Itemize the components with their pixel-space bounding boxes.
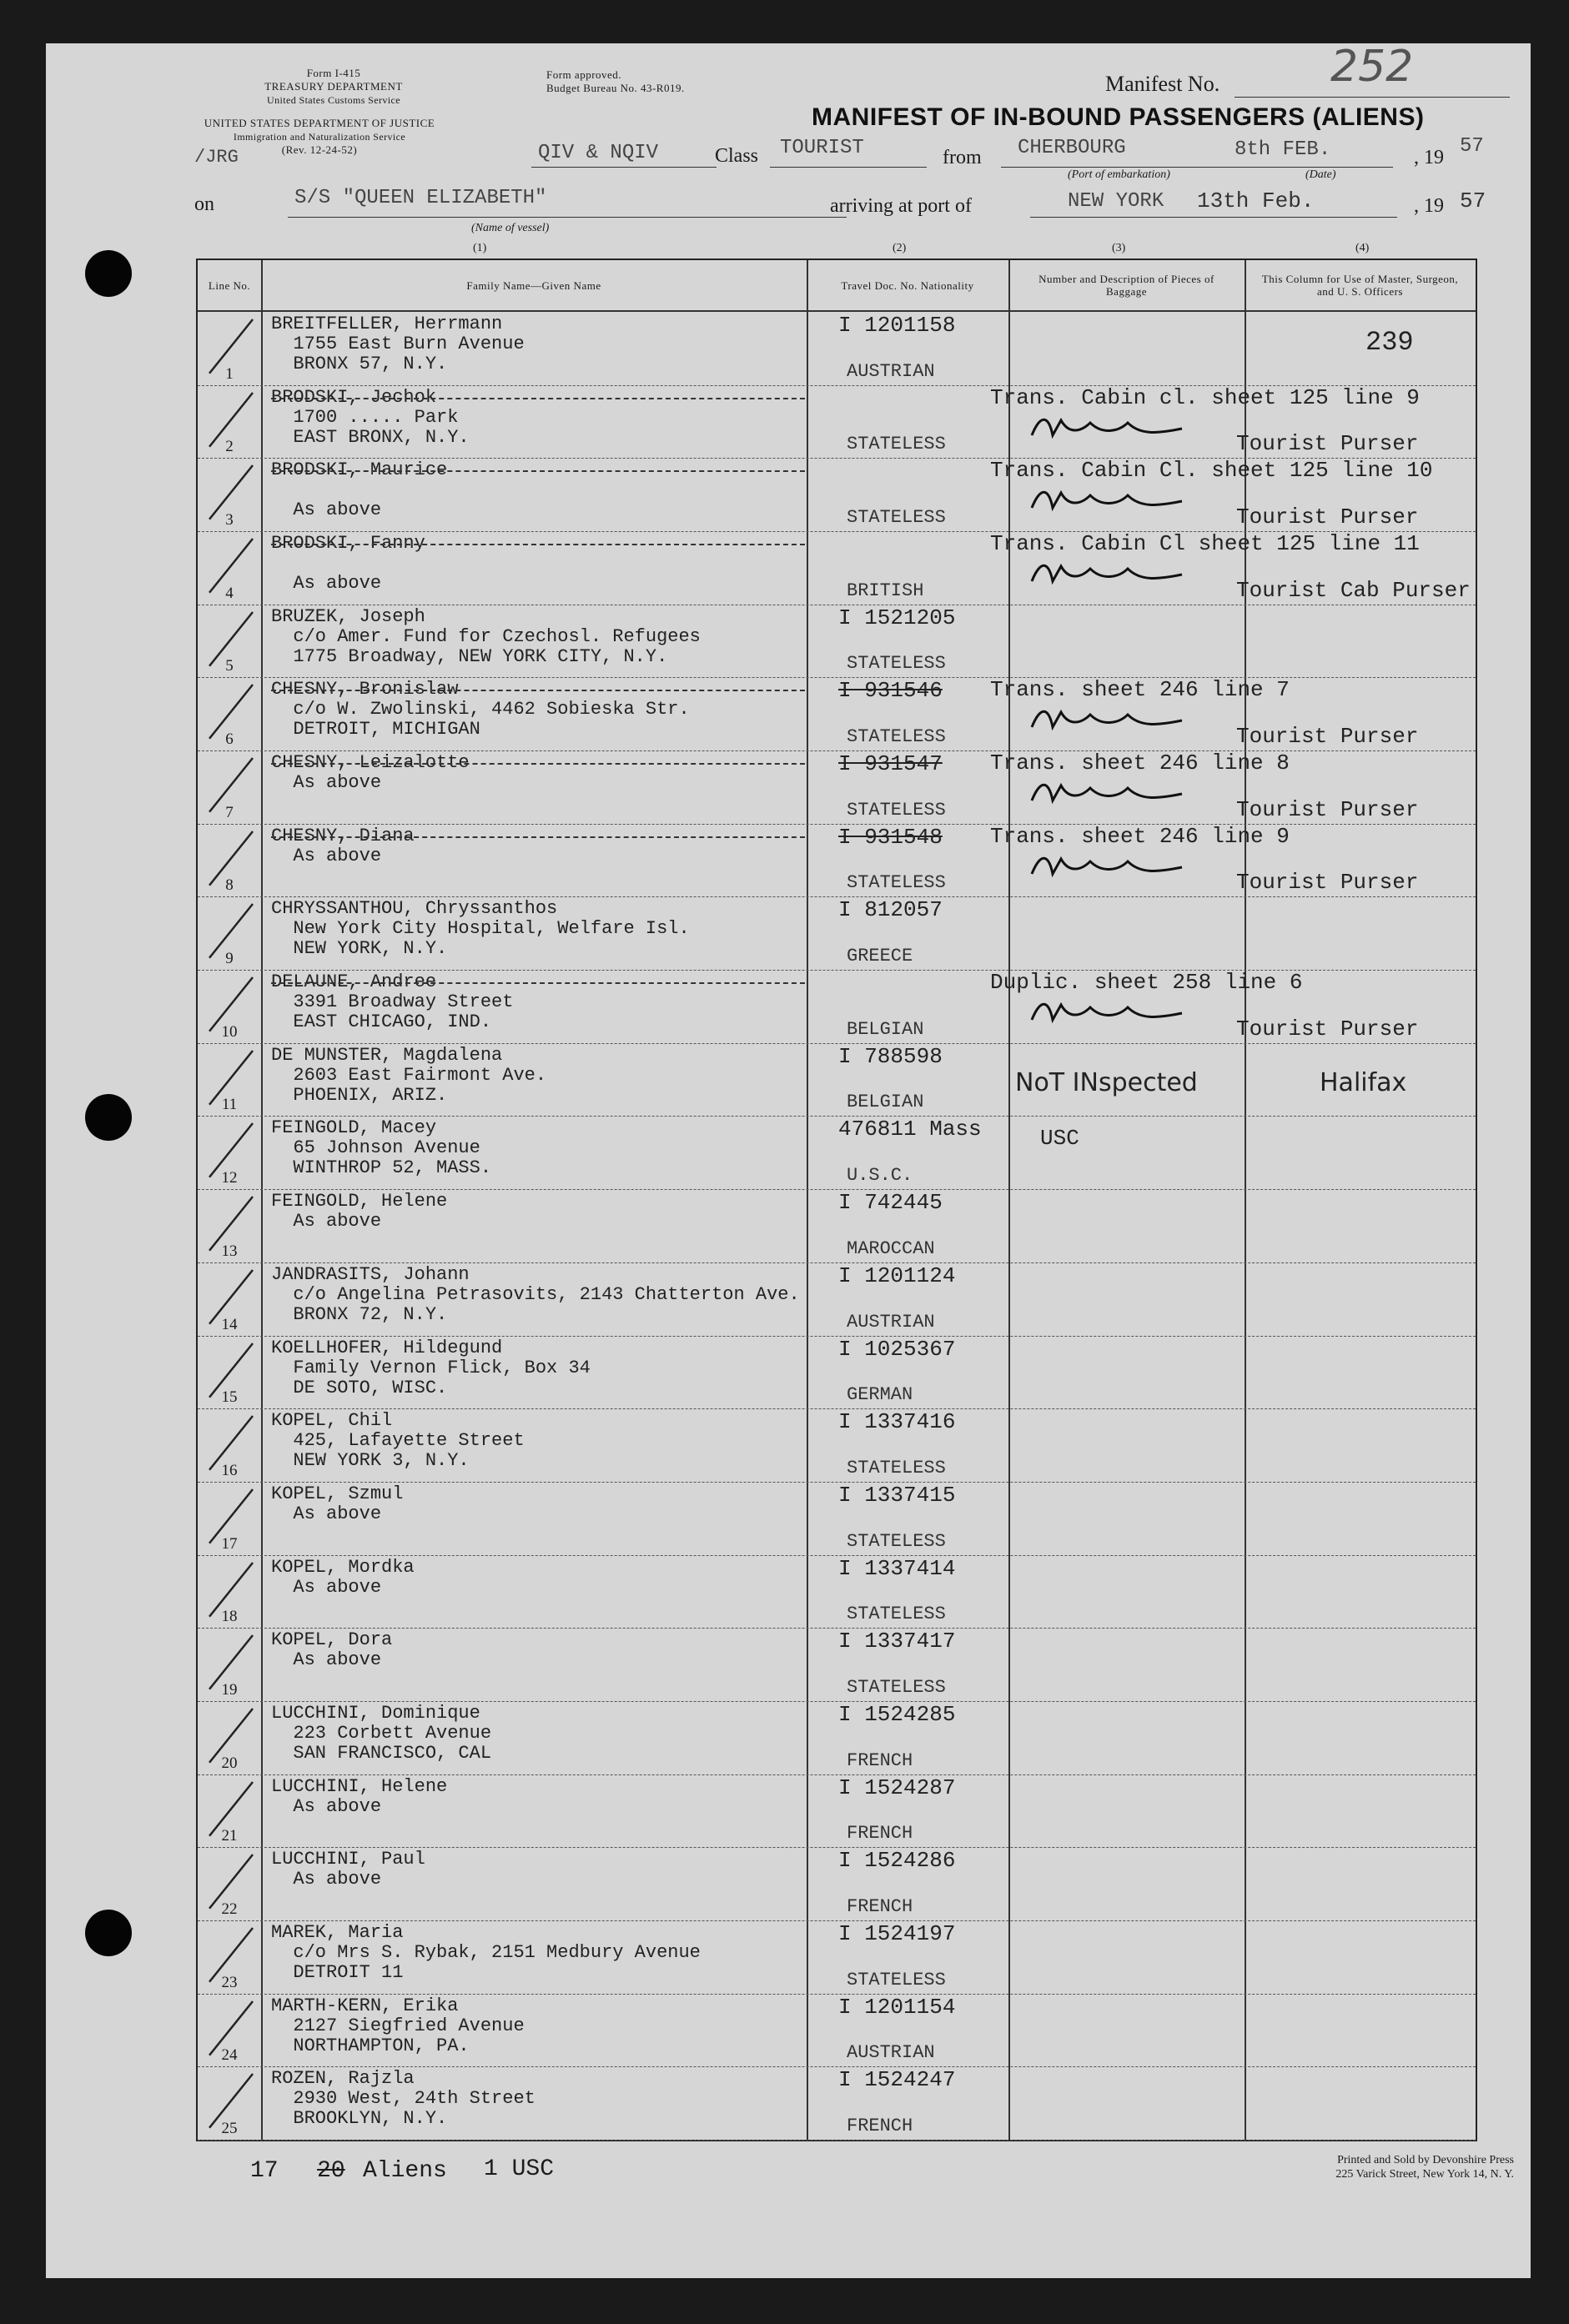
check-mark [203,680,258,747]
table-row [198,970,1476,1044]
check-mark [203,1997,258,2064]
vessel-caption: (Name of vessel) [471,222,550,234]
check-mark [203,1850,258,1917]
nationality: FRENCH [847,2115,913,2136]
baggage-note: NoT INspected [1015,1067,1198,1097]
table-row [198,312,1476,386]
nationality: FRENCH [847,1823,913,1845]
table-row [198,1994,1476,2068]
table-row [198,531,1476,605]
table-row [198,1336,1476,1410]
line-number: 10 [221,1022,238,1041]
table-row [198,1116,1476,1190]
line-number: 20 [221,1754,238,1772]
travel-doc-no: I 1524286 [838,1848,956,1874]
port-embark-caption: (Port of embarkation) [1068,168,1170,181]
baggage-note-purser: Halifax [1320,1067,1407,1097]
nationality: STATELESS [847,1676,946,1698]
travel-doc-no: I 1337416 [838,1409,956,1435]
line-number: 15 [221,1388,238,1407]
col-num-1: (1) [473,242,487,254]
page-title: MANIFEST OF IN-BOUND PASSENGERS (ALIENS) [812,103,1425,131]
travel-doc-no: I 1337417 [838,1629,956,1654]
punch-hole-bottom [85,1910,132,1956]
table-row [198,1189,1476,1263]
col-header-baggage: Number and Description of Pieces of Baggage [1038,273,1214,298]
table-row [198,824,1476,898]
passenger-name: FEINGOLD, Macey 65 Johnson Avenue WINTHROP 52, MASS. [271,1117,492,1179]
table-row [198,2066,1476,2141]
baggage-note: Trans. sheet 246 line 8 [990,750,1290,776]
officer-note: 239 [1365,327,1414,358]
punch-hole-middle [85,1094,132,1141]
baggage-note-purser: Tourist Cab Purser [1236,577,1471,603]
nationality: FRENCH [847,1749,913,1771]
check-mark [203,1631,258,1698]
check-mark [203,315,258,382]
strike-through-line [271,544,805,545]
table-row [198,677,1476,751]
nationality: BELGIAN [847,1092,924,1113]
travel-doc-no: I 788598 [838,1043,943,1069]
passenger-name: BRODSKI, Jechok 1700 ..... Park EAST BRONX, N.Y. [271,386,470,448]
printer-line-1: Printed and Sold by Devonshire Press [1337,2154,1514,2166]
footer-usc: 1 USC [484,2156,555,2182]
nationality: BRITISH [847,580,924,601]
line-number: 4 [225,584,234,602]
embarkation-date: 8th FEB. [1235,138,1331,161]
line-number: 16 [221,1461,238,1479]
travel-doc-no: I 1201158 [838,313,956,338]
baggage-note: Trans. sheet 246 line 7 [990,677,1290,703]
check-mark [203,1559,258,1625]
officer-signature [1023,556,1190,590]
nationality: STATELESS [847,799,946,821]
passenger-name: KOPEL, Chil 425, Lafayette Street NEW YORK 3, N.Y. [271,1410,525,1472]
col-header-doc: Travel Doc. No. Nationality [841,279,974,292]
check-mark [203,461,258,528]
check-mark [203,1266,258,1333]
passenger-name: MAREK, Maria c/o Mrs S. Rybak, 2151 Medbury Avenue DETROIT 11 [271,1921,701,1983]
nationality: GERMAN [847,1384,913,1406]
baggage-note-purser: Tourist Purser [1236,504,1419,530]
form-approval [546,68,685,95]
doj-title: UNITED STATES DEPARTMENT OF JUSTICE [204,117,435,129]
printer-imprint [1147,2153,1514,2181]
travel-doc-no: I 931547 [838,751,943,777]
nationality: AUSTRIAN [847,360,935,382]
line-number: 11 [221,1096,238,1114]
arriving-label: arriving at port of [830,195,972,217]
form-number: Form I-415 [306,67,361,79]
nationality: FRENCH [847,1895,913,1917]
table-row [198,1555,1476,1629]
nationality: STATELESS [847,1604,946,1625]
passenger-table [196,259,1477,2141]
budget-bureau: Budget Bureau No. 43-R019. [546,82,685,94]
passenger-name: LUCCHINI, Helene As above [271,1775,448,1817]
check-mark [203,1412,258,1478]
arrival-year: 57 [1460,188,1486,213]
table-row [198,1701,1476,1775]
line-number: 2 [225,438,234,456]
travel-doc-no: I 812057 [838,897,943,923]
line-number: 3 [225,511,234,530]
arrival-year-prefix: , 19 [1414,195,1444,217]
table-row [198,896,1476,971]
check-mark [203,1047,258,1113]
check-mark [203,1339,258,1406]
travel-doc-no: I 1201124 [838,1262,956,1288]
travel-doc-no: I 1524285 [838,1701,956,1727]
travel-doc-no: I 1521205 [838,605,956,630]
line-number: 22 [221,1900,238,1918]
passenger-name: DE MUNSTER, Magdalena 2603 East Fairmont Ave. PHOENIX, ARIZ. [271,1044,547,1106]
passenger-name: JANDRASITS, Johann c/o Angelina Petrasovits, 2143 Chatterton Ave. BRONX 72, N.Y. [271,1263,800,1325]
check-mark [203,1778,258,1845]
manifest-no-value: 252 [1330,42,1414,92]
check-mark [203,827,258,894]
travel-doc-no: I 742445 [838,1190,943,1216]
table-row [198,385,1476,459]
table-row [198,1408,1476,1483]
col-header-line: Line No. [208,279,251,292]
line-number: 8 [225,876,234,895]
line-number: 7 [225,803,234,821]
line-number: 23 [221,1973,238,1991]
strike-through-line [271,763,805,765]
arrival-date: 13th Feb. [1197,188,1315,213]
nationality: STATELESS [847,653,946,675]
nationality: U.S.C. [847,1165,913,1187]
baggage-note: Trans. Cabin cl. sheet 125 line 9 [990,384,1420,410]
line-number: 21 [221,1827,238,1845]
treasury-dept: TREASURY DEPARTMENT [264,80,403,93]
printer-line-2: 225 Varick Street, New York 14, N. Y. [1335,2168,1514,2181]
line-number: 14 [221,1315,238,1333]
clerk-initials: /JRG [194,147,239,168]
baggage-note-purser: Tourist Purser [1236,870,1419,896]
class-label: Class [715,145,759,167]
baggage-note: Duplic. sheet 258 line 6 [990,970,1303,996]
baggage-note-purser: Tourist Purser [1236,796,1419,822]
line-number: 24 [221,2046,238,2065]
col-header-name: Family Name—Given Name [466,279,601,292]
manifest-no-label: Manifest No. [1105,72,1220,96]
travel-doc-no: I 1524287 [838,1774,956,1800]
travel-doc-no: I 1524197 [838,1920,956,1946]
form-id-block [242,67,425,107]
nationality: STATELESS [847,726,946,748]
nationality: STATELESS [847,872,946,894]
footer-count-b: 20 [317,2158,345,2184]
passenger-name: CHESNY, Diana As above [271,825,415,866]
check-mark [203,1119,258,1186]
baggage-note: Trans. Cabin Cl sheet 125 line 11 [990,531,1420,557]
passenger-name: LUCCHINI, Dominique 223 Corbett Avenue SAN FRANCISCO, CAL [271,1702,492,1764]
passenger-name: MARTH-KERN, Erika 2127 Siegfried Avenue NORTHAMPTON, PA. [271,1995,525,2056]
officer-signature [1023,849,1190,882]
strike-through-line [271,470,805,472]
date-caption: (Date) [1305,168,1336,181]
baggage-note: Trans. Cabin Cl. sheet 125 line 10 [990,458,1433,484]
passenger-name: CHESNY, Leizalotte As above [271,752,470,794]
check-mark [203,389,258,455]
check-mark [203,1485,258,1552]
line-number: 6 [225,730,234,749]
passenger-name: CHESNY, Bronislaw c/o W. Zwolinski, 4462 Sobieska Str. DETROIT, MICHIGAN [271,679,690,740]
passenger-name: KOPEL, Dora As above [271,1629,393,1671]
passenger-name: DELAUNE, Andree 3391 Broadway Street EAST CHICAGO, IND. [271,971,514,1033]
check-mark [203,535,258,601]
passenger-name: KOPEL, Mordka As above [271,1556,415,1598]
check-mark [203,973,258,1040]
baggage-note: USC [1040,1126,1079,1152]
table-row [198,1482,1476,1556]
travel-doc-no: I 1201154 [838,1994,956,2020]
table-row [198,1043,1476,1117]
officer-signature [1023,995,1190,1028]
passenger-name: BRODSKI, Maurice As above [271,459,448,521]
visa-class: QIV & NQIV [538,142,659,164]
line-number: 5 [225,657,234,675]
nationality: STATELESS [847,434,946,455]
line-number: 13 [221,1242,238,1260]
line-number: 12 [221,1169,238,1187]
nationality: AUSTRIAN [847,1311,935,1333]
baggage-note-purser: Tourist Purser [1236,724,1419,750]
nationality: GREECE [847,946,913,967]
vessel-name: S/S "QUEEN ELIZABETH" [294,187,547,209]
nationality: STATELESS [847,1457,946,1478]
passenger-name: KOPEL, Szmul As above [271,1483,404,1524]
footer-count-a: 17 [250,2158,279,2184]
passenger-name: BRUZEK, Joseph c/o Amer. Fund for Czechosl. Refugees 1775 Broadway, NEW YORK CITY, N.Y. [271,605,701,667]
passenger-name: KOELLHOFER, Hildegund Family Vernon Flick, Box 34 DE SOTO, WISC. [271,1337,591,1398]
officer-signature [1023,776,1190,809]
travel-doc-no: I 1337414 [838,1555,956,1581]
line-number: 18 [221,1608,238,1626]
travel-doc-no: 476811 Mass [838,1117,982,1142]
table-row [198,605,1476,679]
strike-through-line [271,982,805,984]
col-num-3: (3) [1112,242,1126,254]
footer-aliens: Aliens [363,2158,447,2184]
table-row [198,1847,1476,1921]
officer-signature [1023,702,1190,735]
passenger-name: CHRYSSANTHOU, Chryssanthos New York City Hospital, Welfare Isl. NEW YORK, N.Y. [271,898,690,960]
nationality: STATELESS [847,1969,946,1990]
baggage-note: Trans. sheet 246 line 9 [990,823,1290,849]
line-number: 25 [221,2119,238,2137]
manifest-sheet [46,43,1531,2278]
from-year: 57 [1460,135,1484,158]
class-value: TOURIST [780,137,864,159]
strike-through-line [271,398,805,399]
nationality: STATELESS [847,507,946,529]
on-label: on [194,193,214,215]
passenger-name: BREITFELLER, Herrmann 1755 East Burn Avenue BRONX 57, N.Y. [271,314,525,374]
passenger-name: BRODSKI, Fanny As above [271,533,425,595]
table-row [198,1628,1476,1702]
check-mark [203,2070,258,2136]
passenger-name: ROZEN, Rajzla 2930 West, 24th Street BROOKLYN, N.Y. [271,2068,536,2130]
check-mark [203,1704,258,1771]
line-number: 9 [225,950,234,968]
col-num-2: (2) [893,242,907,254]
check-mark [203,900,258,966]
col-header-officers: This Column for Use of Master, Surgeon, and U. S. Officers [1261,273,1459,298]
from-label: from [943,147,982,168]
strike-through-line [271,690,805,691]
travel-doc-no: I 931548 [838,824,943,850]
table-row [198,458,1476,532]
ins-title: Immigration and Naturalization Service [233,131,406,143]
strike-through-line [271,836,805,838]
passenger-name: FEINGOLD, Helene As above [271,1191,448,1232]
line-number: 19 [221,1680,238,1699]
line-number: 17 [221,1534,238,1553]
travel-doc-no: I 1025367 [838,1336,956,1362]
travel-doc-no: I 1524247 [838,2067,956,2093]
table-row [198,1774,1476,1849]
check-mark [203,608,258,675]
table-row [198,750,1476,825]
check-mark [203,1192,258,1259]
nationality: AUSTRIAN [847,2042,935,2064]
form-revision: (Rev. 12-24-52) [281,143,358,156]
table-row [198,1262,1476,1337]
baggage-note-purser: Tourist Purser [1236,1016,1419,1042]
line-number: 1 [225,364,234,383]
customs-service: United States Customs Service [267,94,400,106]
travel-doc-no: I 931546 [838,678,943,704]
passenger-name: LUCCHINI, Paul As above [271,1849,425,1890]
embarkation-port: CHERBOURG [1018,137,1126,159]
officer-signature [1023,483,1190,516]
officer-signature [1023,410,1190,444]
punch-hole-top [85,250,132,297]
baggage-note-purser: Tourist Purser [1236,431,1419,457]
from-year-prefix: , 19 [1414,147,1444,168]
check-mark [203,754,258,821]
nationality: STATELESS [847,1530,946,1552]
col-num-4: (4) [1355,242,1370,254]
check-mark [203,1924,258,1990]
nationality: BELGIAN [847,1018,924,1040]
table-row [198,1920,1476,1995]
arrival-port: NEW YORK [1068,190,1164,213]
travel-doc-no: I 1337415 [838,1482,956,1508]
nationality: MAROCCAN [847,1237,935,1259]
form-approved: Form approved. [546,68,622,81]
